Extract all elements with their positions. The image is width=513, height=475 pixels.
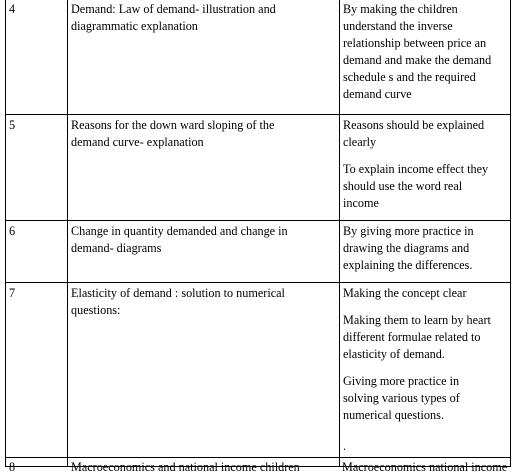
row-topic bbox=[68, 458, 340, 474]
row-topic: Change in quantity demanded and change in demand- diagrams bbox=[68, 221, 340, 283]
row-topic: Demand: Law of demand- illustration and diagrammatic explanation bbox=[68, 0, 340, 115]
row-method bbox=[340, 458, 511, 474]
row-method bbox=[340, 283, 511, 458]
method-paragraph: By making the children understand the inverse relationship between price an demand and make the demand schedule s and the required demand curve bbox=[343, 2, 492, 101]
row-number: 7 bbox=[6, 283, 68, 458]
table-row bbox=[6, 283, 511, 458]
row-method bbox=[340, 115, 511, 221]
method-paragraph: Making them to learn by heart different formulae related to elasticity of demand. bbox=[343, 313, 491, 361]
row-number: 4 bbox=[6, 0, 68, 115]
syllabus-table bbox=[5, 0, 511, 474]
table-row bbox=[6, 0, 511, 115]
row-topic-text: Macroeconomics and national income children bbox=[71, 460, 300, 474]
method-paragraph: By giving more practice in drawing the diagrams and explaining the differences. bbox=[343, 224, 474, 272]
row-method bbox=[340, 221, 511, 283]
table-row bbox=[6, 115, 511, 221]
row-number: 5 bbox=[6, 115, 68, 221]
method-paragraph: Making the concept clear bbox=[343, 286, 467, 300]
table-row bbox=[6, 458, 511, 467]
row-number-text: 8 bbox=[9, 460, 16, 474]
method-paragraph: Reasons should be explained clearly bbox=[343, 118, 485, 149]
method-paragraph: . bbox=[343, 439, 347, 453]
table-row bbox=[6, 221, 511, 283]
row-topic: Elasticity of demand : solution to numerical questions: bbox=[68, 283, 340, 458]
row-topic: Reasons for the down ward sloping of the demand curve- explanation bbox=[68, 115, 340, 221]
method-paragraph: Giving more practice in solving various types of numerical questions. bbox=[343, 374, 460, 422]
method-paragraph: To explain income effect they should use the word real income bbox=[343, 162, 489, 210]
row-number: 6 bbox=[6, 221, 68, 283]
method-paragraph: Macroeconomics national income bbox=[342, 460, 508, 474]
row-method bbox=[340, 0, 511, 115]
row-number bbox=[6, 458, 68, 474]
